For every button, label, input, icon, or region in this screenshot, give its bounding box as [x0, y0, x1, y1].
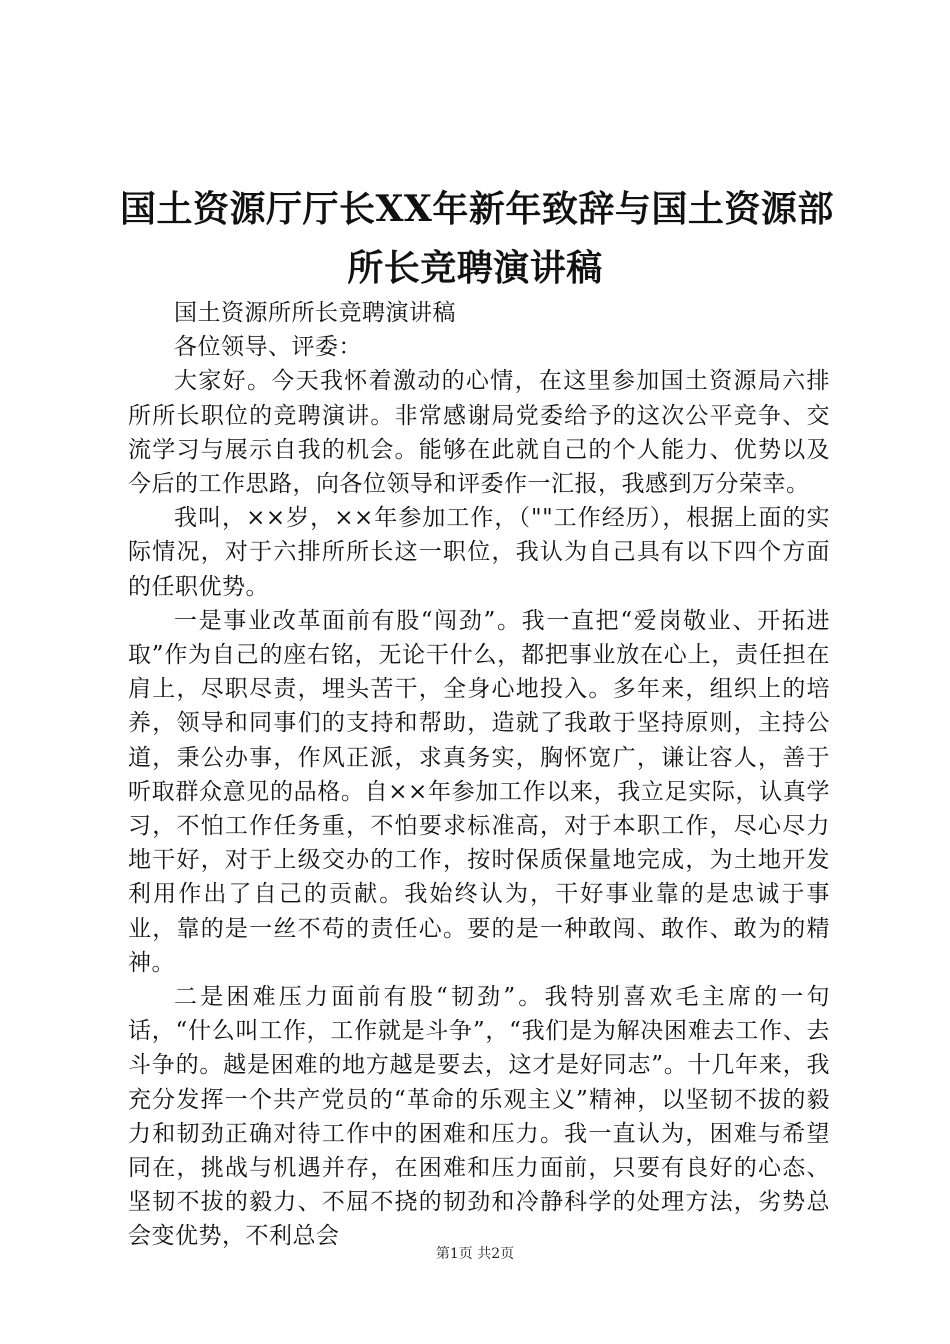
paragraph-introduction: 我叫，××岁，××年参加工作，（""工作经历），根据上面的实际情况，对于六排所所长这一职位，我认为自己具有以下四个方面的任职优势。	[128, 505, 830, 600]
document-title-line-1: 国土资源厅厅长XX年新年致辞与国土资源部	[120, 188, 834, 230]
paragraph-advantage-two: 二是困难压力面前有股“韧劲”。我特别喜欢毛主席的一句话，“什么叫工作，工作就是斗争”，“我们是为解决困难去工作、去斗争的。越是困难的地方越是要去，这才是好同志”。十几年来，我充分发挥一个共产党员的“革命的乐观主义”精神，以坚韧不拔的毅力和韧劲正确对待工作中的困难和压力。我一直认为，困难与希望同在，挑战与机遇并存，在困难和压力面前，只要有良好的心态、坚韧不拔的毅力、不屈不挠的韧劲和冷静科学的处理方法，劣势总会变优势，不利总会	[128, 984, 830, 1250]
document-title-line-2: 所长竞聘演讲稿	[347, 247, 603, 289]
paragraph-greeting: 大家好。今天我怀着激动的心情，在这里参加国土资源局六排所所长职位的竞聘演讲。非常感谢局党委给予的这次公平竞争、交流学习与展示自我的机会。能够在此就自己的个人能力、优势以及今后的工作思路，向各位领导和评委作一汇报，我感到万分荣幸。	[128, 368, 830, 498]
page-number-footer: 第1页 共2页	[435, 1246, 515, 1262]
paragraph-heading: 国土资源所所长竞聘演讲稿	[174, 300, 456, 326]
paragraph-advantage-one: 一是事业改革面前有股“闯劲”。我一直把“爱岗敬业、开拓进取”作为自己的座右铭，无论干什么，都把事业放在心上，责任担在肩上，尽职尽责，埋头苦干，全身心地投入。多年来，组织上的培养，领导和同事们的支持和帮助，造就了我敢于坚持原则，主持公道，秉公办事，作风正派，求真务实，胸怀宽广，谦让容人，善于听取群众意见的品格。自××年参加工作以来，我立足实际，认真学习，不怕工作任务重，不怕要求标准高，对于本职工作，尽心尽力地干好，对于上级交办的工作，按时保质保量地完成，为土地开发利用作出了自己的贡献。我始终认为，干好事业靠的是忠诚于事业，靠的是一丝不苟的责任心。要的是一种敢闯、敢作、敢为的精神。	[128, 607, 830, 976]
document-body	[128, 296, 830, 1254]
paragraph-salutation: 各位领导、评委：	[174, 334, 362, 361]
